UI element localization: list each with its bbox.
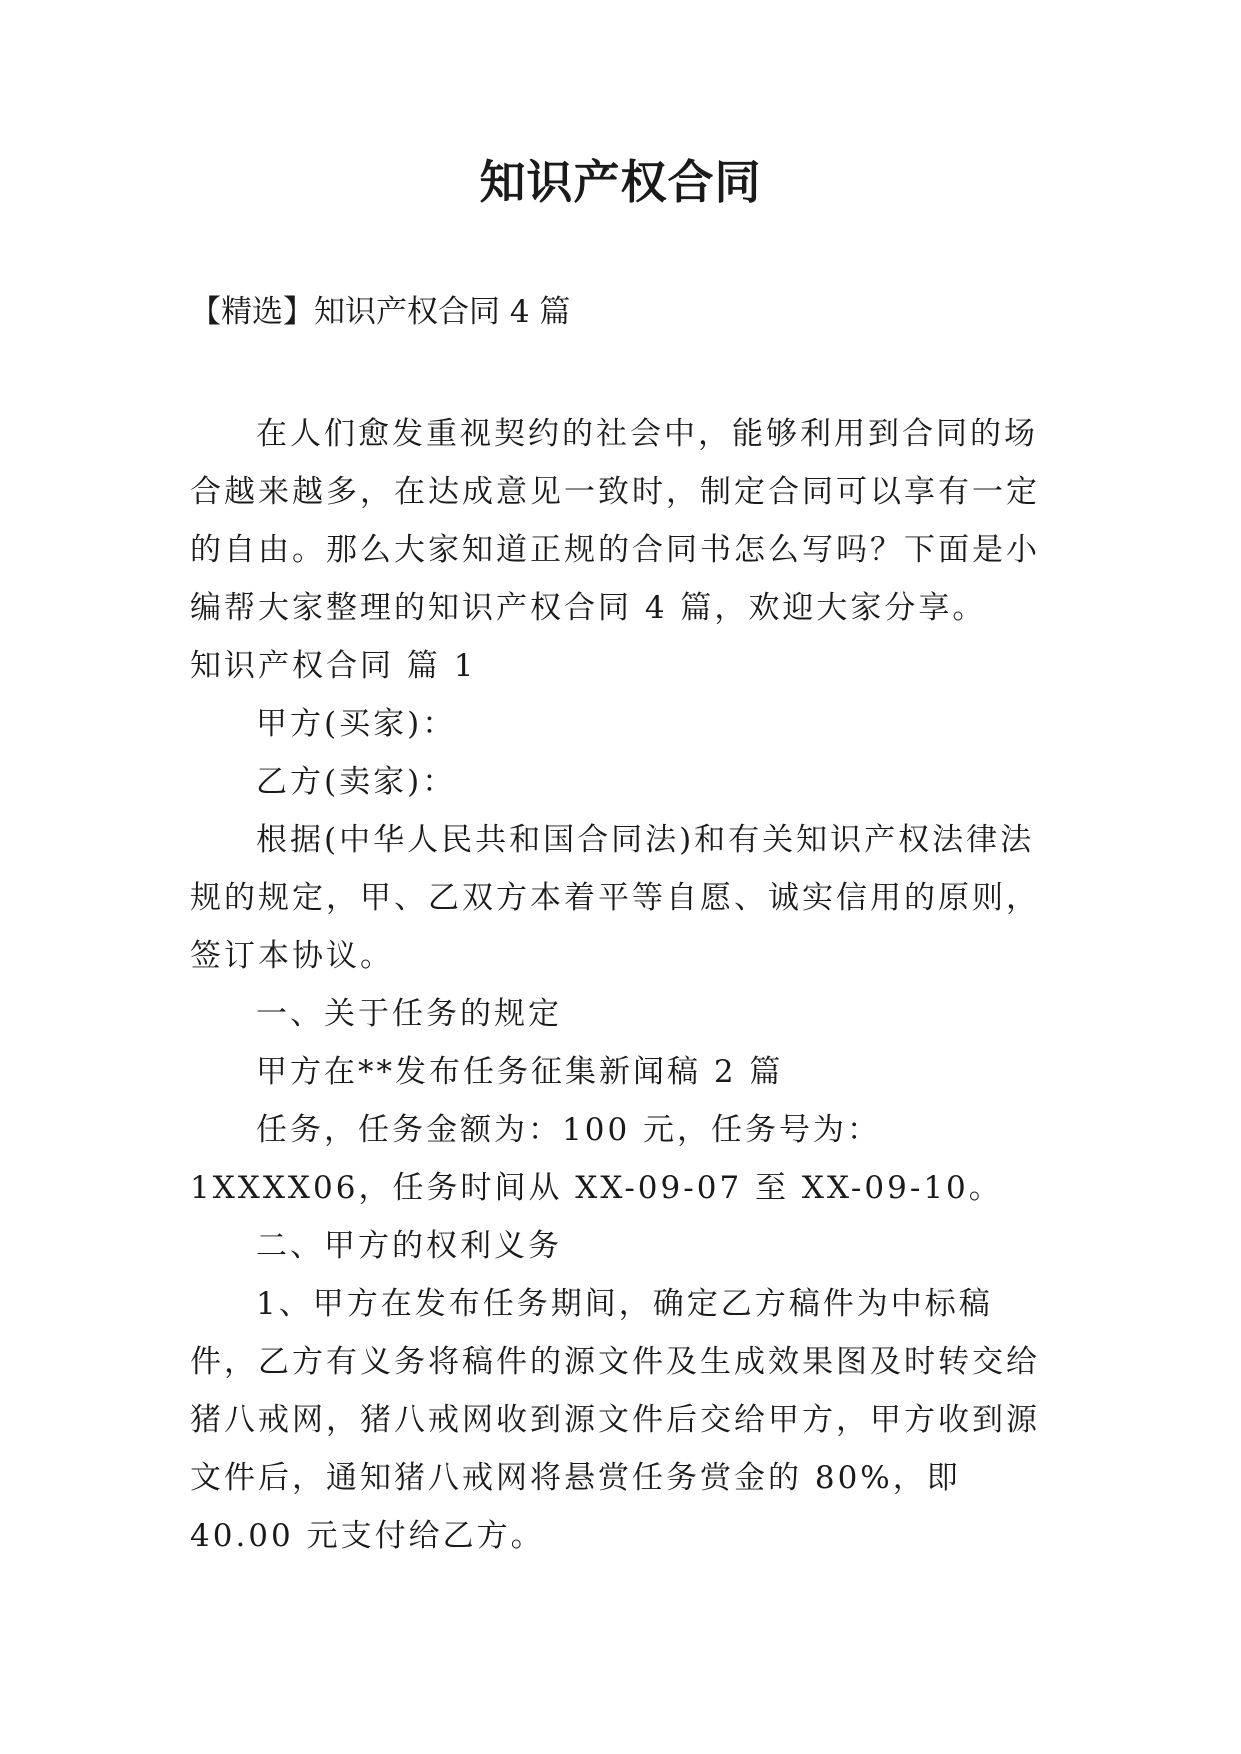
party-a-line: 甲方(买家)： (256, 706, 457, 742)
clause1-heading: 一、关于任务的规定 (256, 996, 562, 1032)
clause1-line2: 任务，任务金额为：100 元，任务号为：1XXXX06，任务时间从 XX-09-07 至 XX-09-10。 (190, 1112, 1003, 1206)
document-subtitle: 【精选】知识产权合同 4 篇 (190, 294, 571, 330)
clause1-line1: 甲方在**发布任务征集新闻稿 2 篇 (256, 1054, 784, 1090)
document-body (190, 405, 1055, 1565)
clause2-item1: 1、甲方在发布任务期间，确定乙方稿件为中标稿件，乙方有义务将稿件的源文件及生成效果图及时转交给猪八戒网，猪八戒网收到源文件后交给甲方，甲方收到源文件后，通知猪八戒网将悬赏任务赏金的 80%，即 40.00 元支付给乙方。 (190, 1286, 1040, 1554)
basis-paragraph: 根据(中华人民共和国合同法)和有关知识产权法律法规的规定，甲、乙双方本着平等自愿、诚实信用的原则，签订本协议。 (190, 822, 1040, 974)
clause2-heading: 二、甲方的权利义务 (256, 1228, 562, 1264)
section-heading: 知识产权合同 篇 1 (190, 648, 477, 684)
intro-paragraph: 在人们愈发重视契约的社会中，能够利用到合同的场合越来越多，在达成意见一致时，制定合同可以享有一定的自由。那么大家知道正规的合同书怎么写吗？下面是小编帮大家整理的知识产权合同 4 篇，欢迎大家分享。 (190, 416, 1040, 626)
document-title: 知识产权合同 (479, 155, 762, 209)
party-b-line: 乙方(卖家)： (256, 764, 457, 800)
